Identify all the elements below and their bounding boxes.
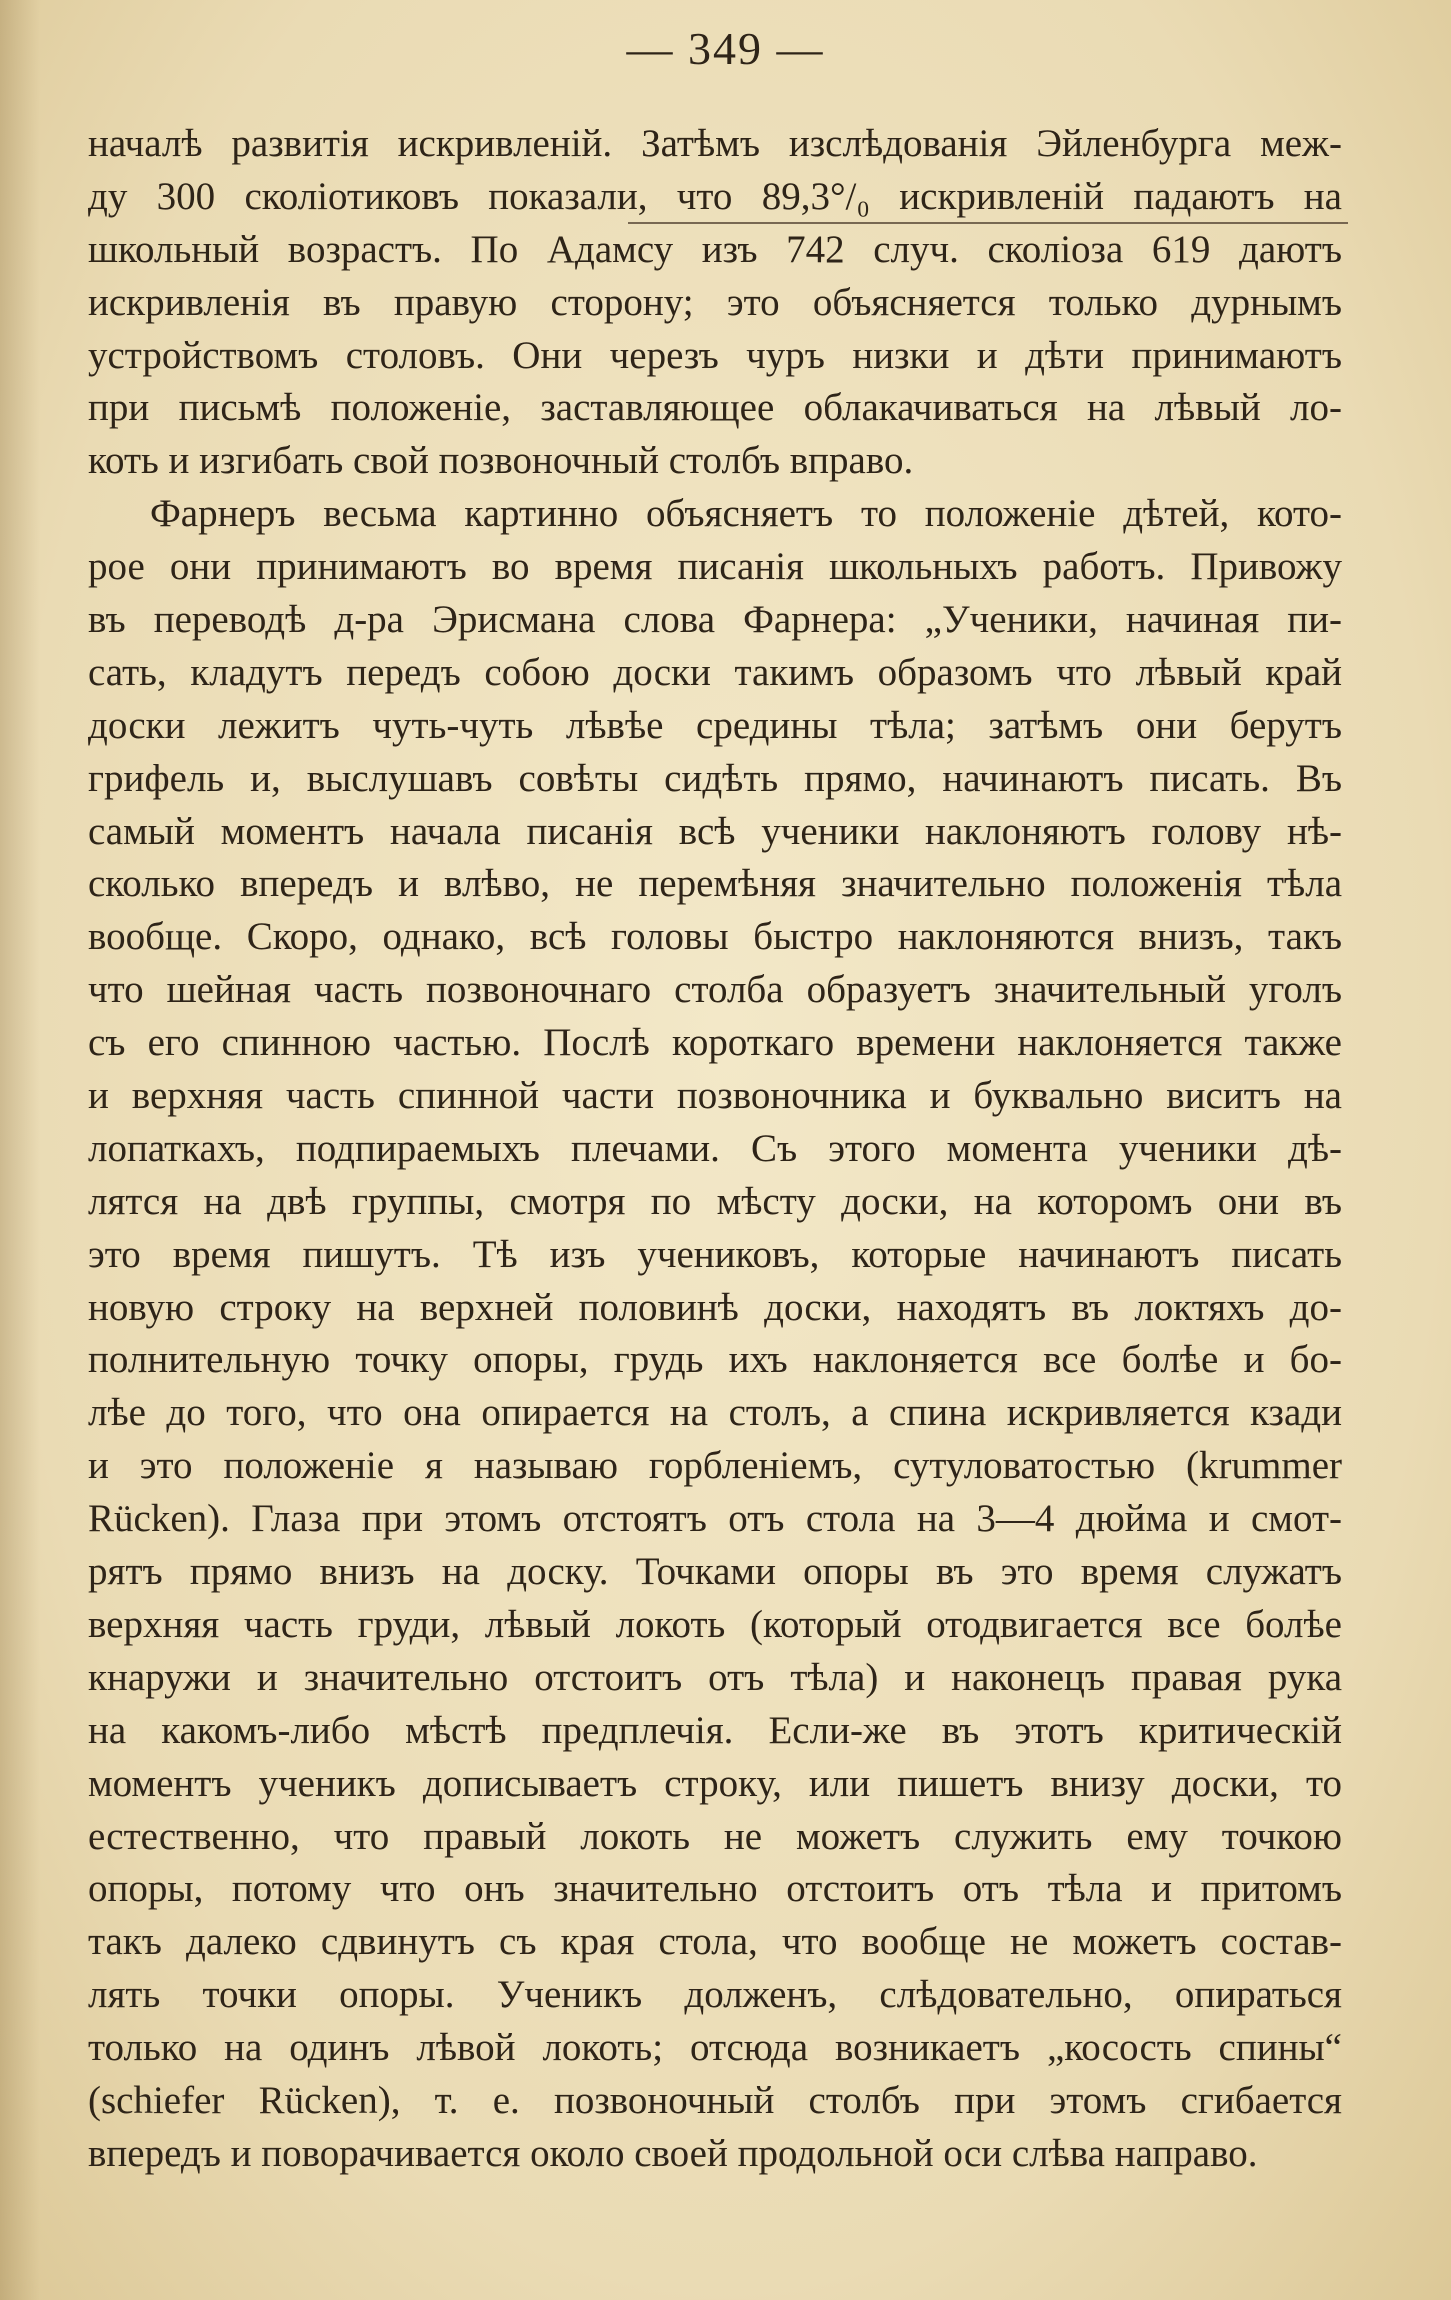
text-line: полнительную точку опоры, грудь ихъ наклоняется все болѣе и бо- [88,1338,1342,1382]
text-line: что шейная часть позвоночнаго столба образуетъ значительный уголъ [88,968,1342,1012]
text-line: самый моментъ начала писанія всѣ ученики наклоняютъ голову нѣ- [88,809,1342,853]
text-line: это время пишутъ. Тѣ изъ учениковъ, которые начинаютъ писать [88,1232,1342,1276]
body-text [88,118,1342,2181]
text-line: моментъ ученикъ дописываетъ строку, или пишетъ внизу доски, то [88,1761,1342,1805]
text-line: ду 300 сколіотиковъ показали, что 89,3°/₀ искривленій падаютъ на [88,174,1342,218]
page-number: — 349 — [626,23,825,74]
text-line: съ его спинною частью. Послѣ короткаго времени наклоняется также [88,1021,1342,1065]
text-line: такъ далеко сдвинутъ съ края стола, что вообще не можетъ состав- [88,1920,1342,1964]
text-line: грифель и, выслушавъ совѣты сидѣть прямо, начинаютъ писать. Въ [88,756,1342,800]
text-line: и это положеніе я называю горбленіемъ, сутуловатостью (krummer [88,1444,1342,1488]
text-line: лѣе до того, что она опирается на столъ, а спина искривляется кзади [88,1391,1342,1435]
text-line: устройствомъ столовъ. Они черезъ чуръ низки и дѣти принимаютъ [88,333,1342,377]
text-line: искривленія въ правую сторону; это объясняется только дурнымъ [88,280,1342,324]
text-line: (schiefer Rücken), т. е. позвоночный столбъ при этомъ сгибается [88,2078,1342,2122]
text-line: только на одинъ лѣвой локоть; отсюда возникаетъ „косость спины“ [88,2026,1342,2070]
text-line: началѣ развитія искривленій. Затѣмъ изслѣдованія Эйленбурга меж- [88,122,1342,165]
text-line: кнаружи и значительно отстоитъ отъ тѣла) и наконецъ правая рука [88,1655,1342,1699]
text-line: вообще. Скоро, однако, всѣ головы быстро наклоняются внизъ, такъ [88,915,1342,959]
text-line: Фарнеръ весьма картинно объясняетъ то положеніе дѣтей, кото- [150,492,1342,536]
text-line: доски лежитъ чуть-чуть лѣвѣе средины тѣла; затѣмъ они берутъ [88,703,1342,747]
text-line: на какомъ-либо мѣстѣ предплечія. Если-же въ этотъ критическій [88,1708,1342,1752]
text-line: въ переводѣ д-ра Эрисмана слова Фарнера: „Ученики, начиная пи- [88,598,1342,642]
text-line: лятся на двѣ группы, смотря по мѣсту доски, на которомъ они въ [88,1179,1342,1223]
text-line: при письмѣ положеніе, заставляющее облакачиваться на лѣвый ло- [88,386,1342,430]
page-edge-shadow [0,0,40,2300]
text-line: рятъ прямо внизъ на доску. Точками опоры въ это время служатъ [88,1550,1342,1594]
text-line: впередъ и поворачивается около своей продольной оси слѣва направо. [88,2131,1258,2175]
text-line: лопаткахъ, подпираемыхъ плечами. Съ этого момента ученики дѣ- [88,1126,1342,1170]
text-line: естественно, что правый локоть не можетъ служить ему точкою [88,1814,1342,1858]
text-line: опоры, потому что онъ значительно отстоитъ отъ тѣла и притомъ [88,1867,1342,1911]
text-line: школьный возрастъ. По Адамсу изъ 742 случ. сколіоза 619 даютъ [88,227,1342,271]
text-line: лять точки опоры. Ученикъ долженъ, слѣдовательно, опираться [88,1973,1342,2017]
text-line: рое они принимаютъ во время писанія школьныхъ работъ. Привожу [88,545,1342,589]
text-line: коть и изгибать свой позвоночный столбъ вправо. [88,439,914,483]
text-line: верхняя часть груди, лѣвый локоть (который отодвигается все болѣе [88,1602,1342,1646]
text-line: Rücken). Глаза при этомъ отстоятъ отъ стола на 3—4 дюйма и смот- [88,1497,1342,1541]
text-line: сать, кладутъ передъ собою доски такимъ образомъ что лѣвый край [88,650,1342,694]
text-line: и верхняя часть спинной части позвоночника и буквально виситъ на [88,1074,1342,1118]
text-line: новую строку на верхней половинѣ доски, находятъ въ локтяхъ до- [88,1285,1342,1329]
text-line: сколько впередъ и влѣво, не перемѣняя значительно положенія тѣла [88,862,1342,906]
